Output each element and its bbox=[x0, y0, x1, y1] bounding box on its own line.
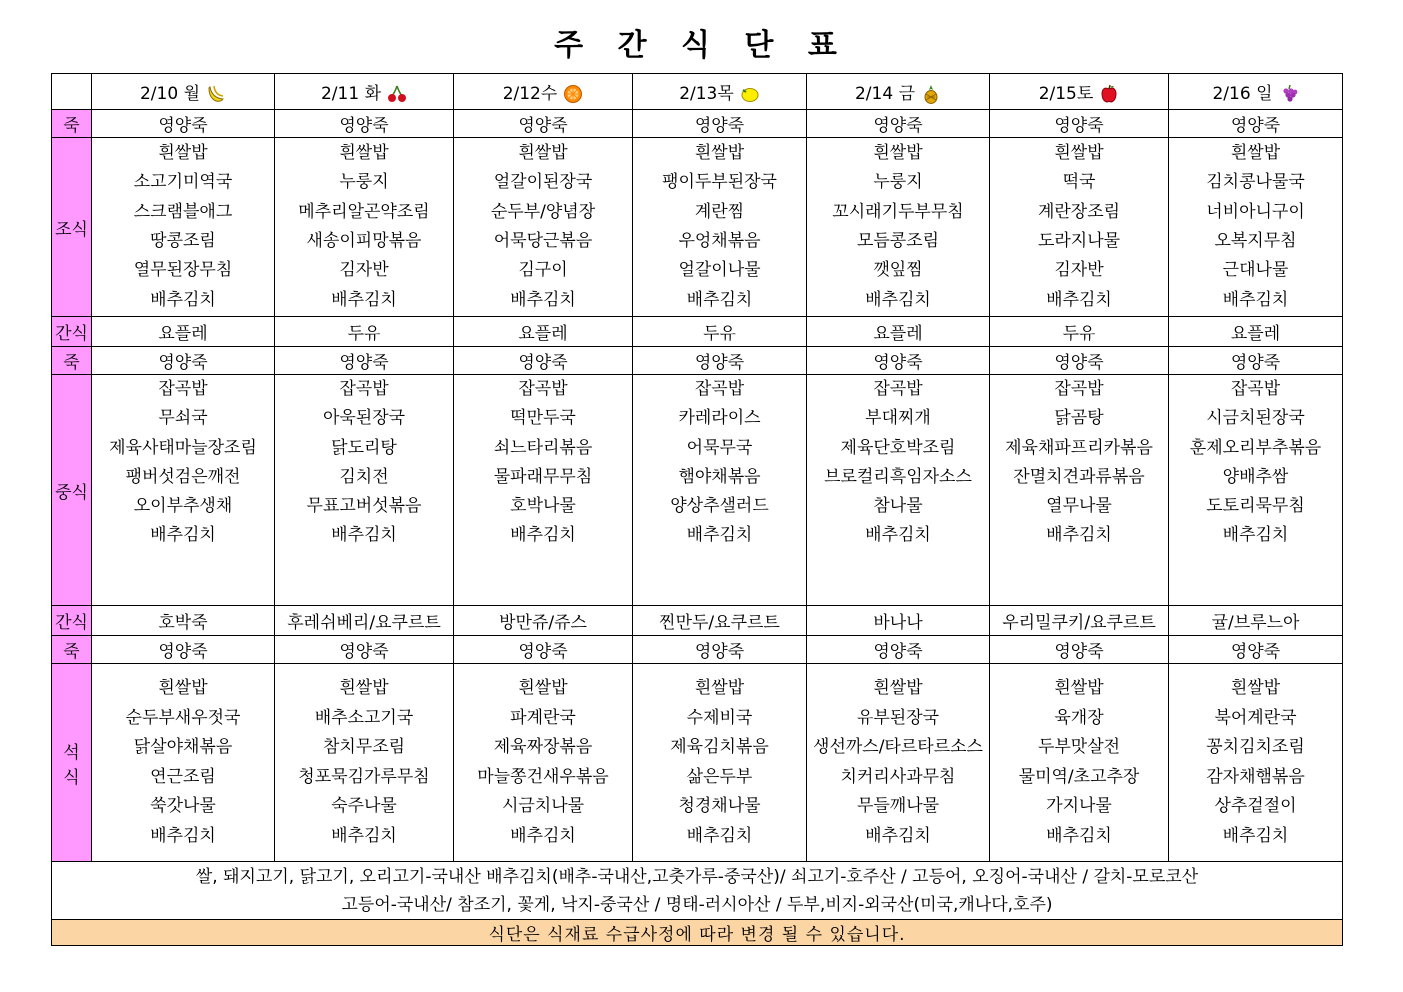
menu-item: 삶은두부 bbox=[686, 766, 753, 787]
dinner-row bbox=[52, 664, 1343, 862]
menu-cell bbox=[1169, 606, 1343, 636]
menu-cell bbox=[990, 636, 1169, 664]
menu-cell bbox=[1169, 375, 1343, 606]
menu-cell bbox=[990, 317, 1169, 347]
menu-cell bbox=[633, 317, 807, 347]
menu-cell bbox=[633, 636, 807, 664]
menu-cell bbox=[807, 636, 990, 664]
menu-item: 호박죽 bbox=[158, 613, 208, 633]
menu-item: 영양죽 bbox=[1230, 116, 1281, 136]
menu-item: 닭살야채볶음 bbox=[133, 737, 233, 757]
menu-cell bbox=[275, 110, 454, 138]
menu-cell bbox=[990, 375, 1169, 606]
row-label-text: 간식 bbox=[55, 613, 88, 633]
day-label: 2/14 금 bbox=[854, 84, 915, 104]
menu-cell bbox=[990, 606, 1169, 636]
menu-item: 방만쥬/쥬스 bbox=[499, 613, 587, 633]
menu-item: 땅콩조림 bbox=[150, 231, 216, 251]
row-label-text: 죽 bbox=[63, 353, 80, 373]
lemon-icon bbox=[740, 84, 760, 104]
menu-cell bbox=[1169, 664, 1343, 862]
menu-cell bbox=[92, 664, 275, 862]
menu-item: 영양죽 bbox=[158, 642, 208, 662]
menu-item: 떡국 bbox=[1062, 172, 1096, 193]
menu-item: 닭곰탕 bbox=[1054, 408, 1104, 429]
menu-cell bbox=[275, 317, 454, 347]
origin-row bbox=[52, 862, 1343, 920]
menu-item: 양상추샐러드 bbox=[670, 496, 769, 517]
menu-item: 바나나 bbox=[873, 613, 923, 633]
menu-cell bbox=[454, 317, 633, 347]
weekly-menu-table bbox=[51, 73, 1343, 946]
menu-item: 배추김치 bbox=[686, 825, 753, 846]
menu-item: 배추김치 bbox=[150, 825, 216, 846]
menu-item: 제육채파프리카볶음 bbox=[1005, 437, 1153, 458]
menu-item: 가지나물 bbox=[1046, 796, 1112, 816]
menu-item: 잡곡밥 bbox=[694, 379, 745, 399]
menu-item: 우엉채볶음 bbox=[678, 231, 761, 251]
menu-item: 두유 bbox=[347, 324, 381, 344]
menu-item: 숙주나물 bbox=[331, 796, 397, 816]
menu-cell bbox=[990, 664, 1169, 862]
menu-item: 쇠느타리볶음 bbox=[493, 437, 593, 458]
menu-item: 치커리사과무침 bbox=[840, 766, 956, 787]
corner-cell bbox=[52, 74, 92, 110]
menu-item: 후레쉬베리/요쿠르트 bbox=[287, 613, 441, 633]
cherry-icon bbox=[387, 84, 407, 104]
menu-item: 배추김치 bbox=[865, 525, 931, 546]
menu-cell bbox=[807, 664, 990, 862]
menu-item: 제육단호박조림 bbox=[840, 437, 956, 458]
menu-item: 영양죽 bbox=[1230, 642, 1281, 662]
row-label bbox=[52, 110, 92, 138]
menu-item: 계란찜 bbox=[694, 201, 745, 222]
menu-item: 팽이두부된장국 bbox=[662, 172, 777, 193]
menu-item: 모듬콩조림 bbox=[856, 231, 940, 251]
menu-item: 오이부추생채 bbox=[133, 496, 233, 517]
menu-item: 무들깨나물 bbox=[856, 796, 940, 816]
menu-cell bbox=[990, 138, 1169, 317]
menu-item: 파계란국 bbox=[510, 707, 576, 728]
origin-line-1: 쌀, 돼지고기, 닭고기, 오리고기-국내산 배추김치(배추-국내산,고춧가루-중국산)/ 쇠고기-호주산 / 고등어, 오징어-국내산 / 갈치-모로코산 bbox=[195, 866, 1199, 887]
menu-cell bbox=[92, 347, 275, 375]
menu-item: 영양죽 bbox=[339, 353, 389, 373]
pineapple-icon bbox=[921, 84, 941, 104]
menu-cell bbox=[807, 138, 990, 317]
menu-item: 연근조림 bbox=[150, 766, 216, 787]
day-header bbox=[990, 74, 1169, 110]
menu-item: 김구이 bbox=[518, 260, 568, 281]
page-title: 주 간 식 단 표 bbox=[554, 28, 849, 63]
menu-item: 닭도리탕 bbox=[331, 437, 397, 458]
day-label: 2/12수 bbox=[502, 84, 558, 104]
menu-item: 스크램블애그 bbox=[133, 201, 233, 222]
menu-item: 도라지나물 bbox=[1037, 231, 1121, 251]
menu-item: 흰쌀밥 bbox=[518, 678, 568, 698]
menu-item: 오복지무침 bbox=[1214, 231, 1297, 251]
menu-item: 꽁치김치조림 bbox=[1206, 737, 1305, 757]
origin-line-2: 고등어-국내산/ 참조기, 꽃게, 낙지-중국산 / 명태-러시아산 / 두부,비지-외국산(미국,캐나다,호주) bbox=[341, 894, 1053, 915]
banana-icon bbox=[206, 84, 226, 104]
menu-cell bbox=[807, 317, 990, 347]
menu-cell bbox=[92, 317, 275, 347]
menu-item: 무쇠국 bbox=[158, 408, 208, 429]
menu-item: 시금치된장국 bbox=[1206, 408, 1305, 429]
menu-cell bbox=[1169, 347, 1343, 375]
menu-item: 제육김치볶음 bbox=[670, 737, 769, 757]
menu-item: 배추김치 bbox=[1222, 825, 1289, 846]
grape-icon bbox=[1279, 84, 1299, 104]
row-label bbox=[52, 606, 92, 636]
menu-item: 배추김치 bbox=[510, 525, 576, 546]
menu-cell bbox=[275, 347, 454, 375]
menu-item: 제육짜장볶음 bbox=[493, 737, 593, 757]
menu-item: 흰쌀밥 bbox=[1054, 678, 1104, 698]
menu-item: 청경채나물 bbox=[678, 796, 761, 816]
row-label bbox=[52, 375, 92, 606]
menu-cell bbox=[633, 664, 807, 862]
menu-item: 배추김치 bbox=[865, 289, 931, 310]
menu-item: 영양죽 bbox=[518, 353, 568, 373]
menu-cell bbox=[990, 110, 1169, 138]
menu-item: 배추김치 bbox=[150, 525, 216, 546]
lunch-row bbox=[52, 375, 1343, 606]
row-label-text: 간식 bbox=[55, 324, 88, 344]
menu-item: 영양죽 bbox=[694, 353, 745, 373]
menu-cell bbox=[454, 664, 633, 862]
day-header-row bbox=[52, 74, 1343, 110]
menu-item: 영양죽 bbox=[694, 642, 745, 662]
menu-item: 시금치나물 bbox=[501, 796, 585, 816]
menu-item: 배추김치 bbox=[331, 825, 397, 846]
day-header bbox=[1169, 74, 1343, 110]
row-label bbox=[52, 317, 92, 347]
menu-item: 순두부새우젓국 bbox=[125, 707, 241, 728]
row-label-text: 조식 bbox=[55, 219, 88, 240]
menu-cell bbox=[454, 375, 633, 606]
menu-item: 영양죽 bbox=[1054, 116, 1104, 136]
menu-item: 배추김치 bbox=[1222, 289, 1289, 310]
menu-item: 마늘쫑건새우볶음 bbox=[477, 766, 609, 787]
menu-cell bbox=[1169, 110, 1343, 138]
menu-cell bbox=[633, 347, 807, 375]
menu-item: 흰쌀밥 bbox=[694, 143, 745, 164]
menu-cell bbox=[633, 606, 807, 636]
menu-item: 육개장 bbox=[1054, 707, 1104, 728]
day-header bbox=[633, 74, 807, 110]
afternoon-snack-row bbox=[52, 606, 1343, 636]
menu-item: 아욱된장국 bbox=[322, 408, 406, 429]
menu-item: 흰쌀밥 bbox=[518, 143, 568, 164]
menu-item: 김치콩나물국 bbox=[1206, 172, 1305, 193]
menu-item: 흰쌀밥 bbox=[1230, 143, 1281, 164]
menu-item: 팽버섯검은깨전 bbox=[125, 466, 241, 487]
menu-item: 물파래무무침 bbox=[493, 466, 593, 487]
menu-item: 귤/브루느아 bbox=[1211, 613, 1300, 633]
menu-item: 배추김치 bbox=[150, 289, 216, 310]
menu-item: 영양죽 bbox=[339, 116, 389, 136]
menu-item: 잡곡밥 bbox=[1054, 379, 1104, 399]
menu-item: 배추김치 bbox=[1046, 525, 1112, 546]
menu-item: 잔멸치견과류볶음 bbox=[1013, 466, 1145, 487]
menu-item: 김자반 bbox=[1054, 260, 1104, 281]
menu-item: 요플레 bbox=[158, 324, 208, 344]
row-label-text: 중식 bbox=[55, 482, 88, 503]
menu-item: 두유 bbox=[1062, 324, 1096, 344]
menu-item: 청포묵김가루무침 bbox=[298, 766, 430, 787]
menu-cell bbox=[275, 138, 454, 317]
menu-cell bbox=[454, 110, 633, 138]
menu-item: 흰쌀밥 bbox=[158, 678, 208, 698]
menu-item: 훈제오리부추볶음 bbox=[1189, 437, 1322, 458]
menu-cell bbox=[92, 375, 275, 606]
menu-cell bbox=[807, 606, 990, 636]
menu-cell bbox=[92, 636, 275, 664]
menu-cell bbox=[454, 606, 633, 636]
menu-item: 카레라이스 bbox=[678, 408, 761, 429]
menu-item: 배추김치 bbox=[510, 825, 576, 846]
menu-item: 제육사태마늘장조림 bbox=[109, 437, 257, 458]
menu-item: 잡곡밥 bbox=[339, 379, 389, 399]
menu-item: 흰쌀밥 bbox=[873, 678, 923, 698]
menu-item: 배추소고기국 bbox=[314, 707, 414, 728]
row-label bbox=[52, 138, 92, 317]
menu-item: 영양죽 bbox=[518, 116, 568, 136]
menu-item: 우리밀쿠키/요쿠르트 bbox=[1002, 613, 1156, 633]
morning-snack-row bbox=[52, 317, 1343, 347]
menu-item: 열무나물 bbox=[1046, 496, 1112, 517]
notice-row bbox=[52, 920, 1343, 946]
menu-item: 계란장조림 bbox=[1037, 201, 1121, 222]
menu-item: 영양죽 bbox=[873, 116, 923, 136]
menu-cell bbox=[275, 664, 454, 862]
menu-item: 영양죽 bbox=[873, 353, 923, 373]
lunch-porridge-row bbox=[52, 347, 1343, 375]
menu-cell bbox=[454, 138, 633, 317]
menu-item: 잡곡밥 bbox=[873, 379, 923, 399]
menu-item: 어묵당근볶음 bbox=[493, 231, 593, 251]
menu-item: 흰쌀밥 bbox=[158, 143, 208, 164]
menu-cell bbox=[1169, 636, 1343, 664]
menu-item: 호박나물 bbox=[510, 496, 576, 517]
menu-item: 열무된장무침 bbox=[133, 260, 233, 281]
menu-cell bbox=[275, 375, 454, 606]
menu-cell bbox=[633, 375, 807, 606]
notice-text: 식단은 식재료 수급사정에 따라 변경 될 수 있습니다. bbox=[488, 925, 906, 945]
menu-item: 두유 bbox=[703, 324, 736, 344]
menu-item: 배추김치 bbox=[331, 289, 397, 310]
breakfast-row bbox=[52, 138, 1343, 317]
menu-item: 배추김치 bbox=[1046, 825, 1112, 846]
menu-item: 무표고버섯볶음 bbox=[306, 496, 422, 517]
menu-item: 영양죽 bbox=[1054, 353, 1104, 373]
day-header bbox=[807, 74, 990, 110]
dinner-porridge-row bbox=[52, 636, 1343, 664]
menu-item: 너비아니구이 bbox=[1206, 201, 1305, 222]
menu-cell bbox=[1169, 317, 1343, 347]
row-label bbox=[52, 636, 92, 664]
menu-cell bbox=[275, 606, 454, 636]
apple-icon bbox=[1099, 84, 1119, 104]
breakfast-porridge-row bbox=[52, 110, 1343, 138]
day-header bbox=[275, 74, 454, 110]
menu-item: 부대찌개 bbox=[865, 408, 931, 429]
menu-item: 누룽지 bbox=[873, 172, 923, 193]
menu-item: 배추김치 bbox=[1046, 289, 1112, 310]
menu-item: 배추김치 bbox=[331, 525, 397, 546]
menu-item: 상추겉절이 bbox=[1214, 796, 1297, 816]
menu-cell bbox=[807, 110, 990, 138]
menu-item: 배추김치 bbox=[510, 289, 576, 310]
row-label-text: 식 bbox=[63, 767, 80, 788]
menu-item: 쑥갓나물 bbox=[150, 796, 216, 816]
menu-cell bbox=[454, 636, 633, 664]
menu-item: 두부맛살전 bbox=[1037, 737, 1121, 757]
day-header bbox=[92, 74, 275, 110]
menu-item: 흰쌀밥 bbox=[339, 678, 389, 698]
menu-item: 누룽지 bbox=[339, 172, 389, 193]
menu-item: 요플레 bbox=[1230, 324, 1281, 344]
menu-item: 어묵무국 bbox=[686, 437, 753, 458]
menu-item: 배추김치 bbox=[1222, 525, 1289, 546]
day-label: 2/13목 bbox=[679, 84, 734, 104]
menu-item: 꼬시래기두부무침 bbox=[832, 201, 964, 222]
menu-item: 브로컬리흑임자소스 bbox=[824, 466, 972, 487]
menu-item: 김치전 bbox=[339, 466, 389, 487]
menu-item: 배추김치 bbox=[686, 289, 753, 310]
menu-item: 영양죽 bbox=[873, 642, 923, 662]
menu-item: 수제비국 bbox=[686, 707, 753, 728]
menu-item: 영양죽 bbox=[158, 353, 208, 373]
menu-item: 떡만두국 bbox=[510, 408, 576, 429]
menu-item: 유부된장국 bbox=[856, 707, 940, 728]
menu-item: 도토리묵무침 bbox=[1206, 496, 1305, 517]
day-label: 2/11 화 bbox=[320, 84, 381, 104]
menu-item: 물미역/초고추장 bbox=[1018, 766, 1140, 787]
row-label-text: 죽 bbox=[63, 116, 80, 136]
menu-item: 새송이피망볶음 bbox=[306, 231, 422, 251]
menu-cell bbox=[990, 347, 1169, 375]
menu-item: 근대나물 bbox=[1222, 260, 1289, 281]
menu-item: 참치무조림 bbox=[322, 737, 406, 757]
menu-cell bbox=[1169, 138, 1343, 317]
menu-cell bbox=[275, 636, 454, 664]
menu-item: 요플레 bbox=[873, 324, 923, 344]
day-label: 2/16 일 bbox=[1212, 84, 1273, 104]
row-label-text: 석 bbox=[63, 742, 80, 763]
menu-cell bbox=[454, 347, 633, 375]
day-header bbox=[454, 74, 633, 110]
menu-item: 영양죽 bbox=[339, 642, 389, 662]
row-label-text: 죽 bbox=[63, 642, 80, 662]
menu-item: 소고기미역국 bbox=[133, 172, 233, 193]
menu-item: 영양죽 bbox=[518, 642, 568, 662]
menu-cell bbox=[807, 347, 990, 375]
menu-item: 잡곡밥 bbox=[518, 379, 568, 399]
menu-item: 얼갈이된장국 bbox=[493, 172, 593, 193]
menu-cell bbox=[92, 606, 275, 636]
menu-item: 깻잎찜 bbox=[873, 260, 923, 281]
menu-cell bbox=[633, 110, 807, 138]
menu-item: 흰쌀밥 bbox=[694, 678, 745, 698]
menu-item: 요플레 bbox=[518, 324, 568, 344]
day-label: 2/10 월 bbox=[139, 84, 200, 104]
menu-item: 잡곡밥 bbox=[158, 379, 208, 399]
menu-cell bbox=[92, 110, 275, 138]
menu-item: 잡곡밥 bbox=[1230, 379, 1281, 399]
menu-item: 흰쌀밥 bbox=[1054, 143, 1104, 164]
row-label bbox=[52, 664, 92, 862]
menu-item: 얼갈이나물 bbox=[678, 260, 761, 281]
notice-banner bbox=[52, 920, 1343, 946]
menu-item: 배추김치 bbox=[686, 525, 753, 546]
menu-item: 흰쌀밥 bbox=[1230, 678, 1281, 698]
menu-item: 메추리알곤약조림 bbox=[298, 201, 430, 222]
menu-item: 배추김치 bbox=[865, 825, 931, 846]
row-label bbox=[52, 347, 92, 375]
orange-icon bbox=[563, 84, 583, 104]
menu-item: 찐만두/요쿠르트 bbox=[659, 613, 780, 633]
menu-item: 영양죽 bbox=[158, 116, 208, 136]
menu-item: 양배추쌈 bbox=[1222, 466, 1289, 487]
menu-cell bbox=[633, 138, 807, 317]
menu-item: 영양죽 bbox=[1054, 642, 1104, 662]
menu-item: 참나물 bbox=[873, 496, 923, 517]
menu-item: 생선까스/타르타르소스 bbox=[813, 737, 983, 757]
menu-item: 영양죽 bbox=[694, 116, 745, 136]
menu-item: 북어계란국 bbox=[1214, 707, 1297, 728]
menu-item: 순두부/양념장 bbox=[490, 201, 596, 222]
menu-cell bbox=[807, 375, 990, 606]
menu-item: 흰쌀밥 bbox=[873, 143, 923, 164]
menu-item: 감자채햄볶음 bbox=[1206, 766, 1305, 787]
origin-info bbox=[52, 862, 1343, 920]
day-label: 2/15토 bbox=[1038, 84, 1094, 104]
menu-item: 영양죽 bbox=[1230, 353, 1281, 373]
menu-item: 햄야채볶음 bbox=[678, 466, 761, 487]
menu-item: 김자반 bbox=[339, 260, 389, 281]
menu-item: 흰쌀밥 bbox=[339, 143, 389, 164]
menu-cell bbox=[92, 138, 275, 317]
